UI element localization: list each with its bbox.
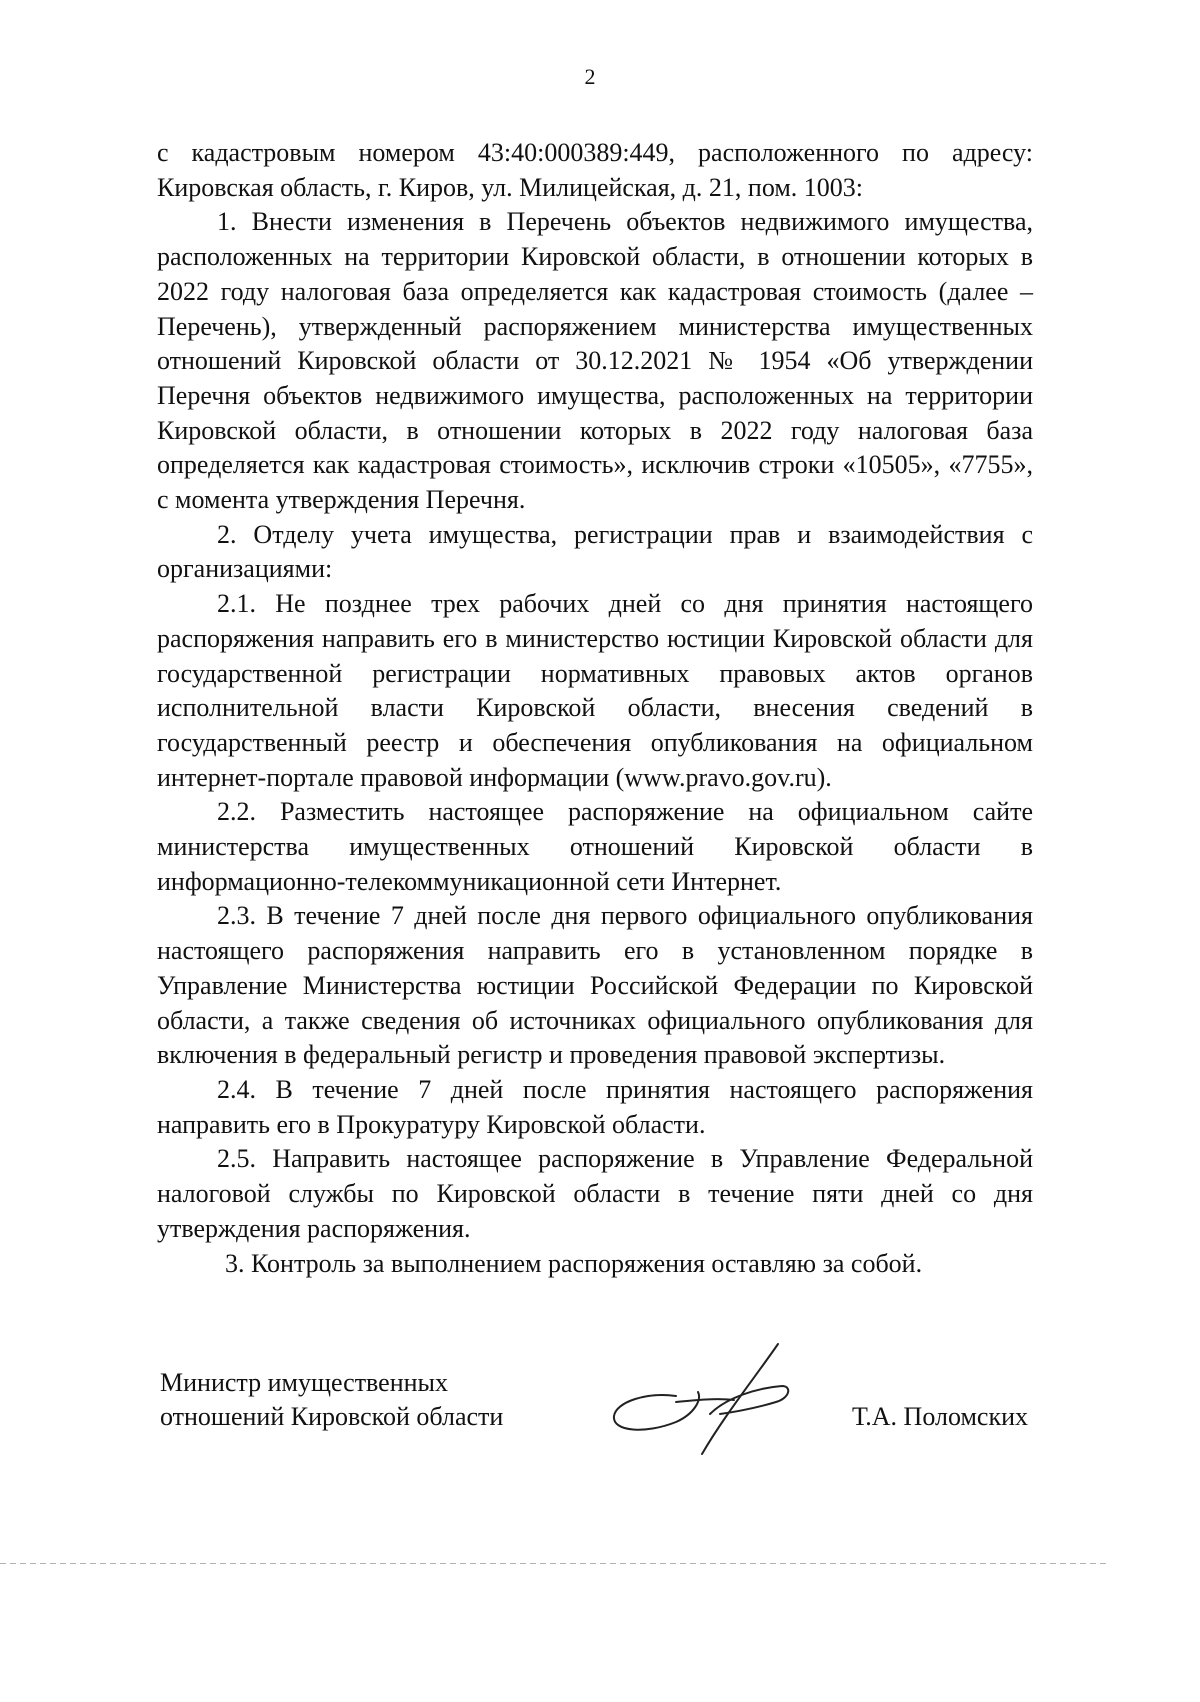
paragraph-item-2: 2. Отделу учета имущества, регистрации прав и взаимодействия с организациями: xyxy=(157,519,1033,584)
signer-name: Т.А. Поломских xyxy=(851,1402,1028,1431)
signatory-position-line-1: Министр имущественных xyxy=(160,1368,449,1397)
scan-bottom-edge xyxy=(0,1563,1110,1564)
paragraph-item-2-4: 2.4. В течение 7 дней после принятия настоящего распоряжения направить его в Прокуратуру Кировской области. xyxy=(157,1074,1033,1139)
intro-paragraph: с кадастровым номером 43:40:000389:449, расположенного по адресу: Кировская область, г. Киров, ул. Милицейская, д. 21, пом. 1003: xyxy=(157,138,1033,202)
paragraph-item-1: 1. Внести изменения в Перечень объектов недвижимого имущества, расположенных на территории Кировской области, в отношении которых в 2022 году налоговая база определяется как кадастровая стоимость (далее – Перечень), утвержденный распоряжением министерства имущественных отношений Кировской области от 30.12.2021 № 1954 «Об утверждении Перечня объектов недвижимого имущества, расположенных на территории Кировской области, в отношении которых в 2022 году налоговая база определяется как кадастровая стоимость», исключив строки «10505», «7755», с момента утверждения Перечня. xyxy=(157,207,1033,515)
paragraph-item-2-5: 2.5. Направить настоящее распоряжение в Управление Федеральной налоговой службы по Кировской области в течение пяти дней со дня утверждения распоряжения. xyxy=(157,1144,1033,1243)
signatory-position-line-2: отношений Кировской области xyxy=(160,1402,504,1431)
paragraph-item-2-3: 2.3. В течение 7 дней после дня первого официального опубликования настоящего распоряжения направить его в установленном порядке в Управление Министерства юстиции Российской Федерации по Кировской области, а также сведения об источниках официального опубликования для включения в федеральный регистр и проведения правовой экспертизы. xyxy=(157,901,1033,1070)
paragraph-item-3: 3. Контроль за выполнением распоряжения оставляю за собой. xyxy=(225,1248,923,1278)
page-number: 2 xyxy=(584,64,596,89)
signature-stroke-loop xyxy=(614,1392,699,1430)
signatory-position xyxy=(160,1366,503,1434)
paragraph-item-2-2: 2.2. Разместить настоящее распоряжение на официальном сайте министерства имущественных отношений Кировской области в информационно-телекоммуникационной сети Интернет. xyxy=(157,797,1033,896)
handwritten-signature xyxy=(606,1336,806,1458)
document-body xyxy=(157,136,1033,1281)
paragraph-item-2-1: 2.1. Не позднее трех рабочих дней со дня принятия настоящего распоряжения направить его в министерство юстиции Кировской области для государственной регистрации нормативных правовых актов органов исполнительной власти Кировской области, внесения сведений в государственный реестр и обеспечения опубликования на официальном интернет-портале правовой информации (www.pravo.gov.ru). xyxy=(157,589,1033,792)
